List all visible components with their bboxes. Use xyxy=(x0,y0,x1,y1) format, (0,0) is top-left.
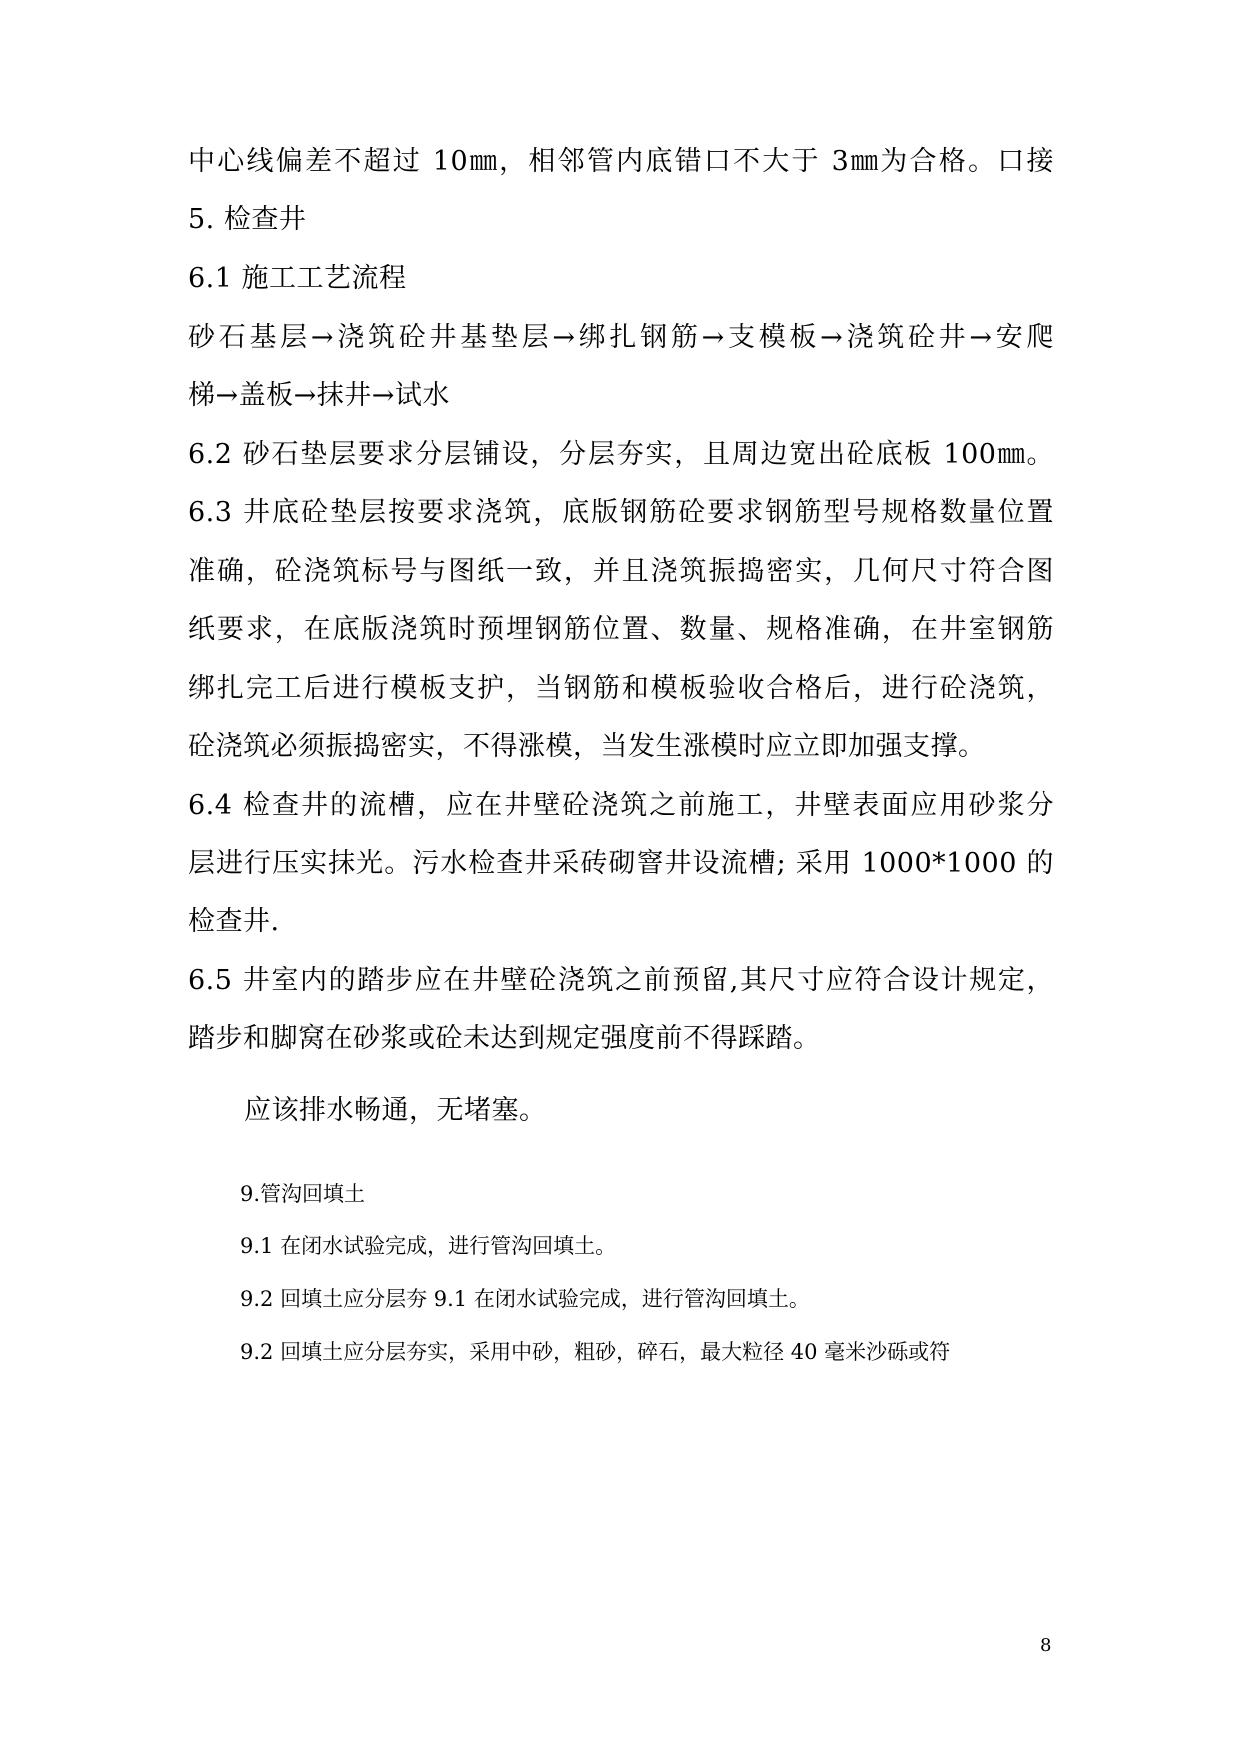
body-line: 应该排水畅通，无堵塞。 xyxy=(244,1095,547,1126)
body-line: 准确，砼浇筑标号与图纸一致，并且浇筑振捣密实，几何尺寸符合图 xyxy=(188,556,1054,587)
body-line: 纸要求，在底版浇筑时预埋钢筋位置、数量、规格准确，在井室钢筋 xyxy=(188,614,1054,645)
body-line: 6.4 检查井的流槽，应在井壁砼浇筑之前施工，井壁表面应用砂浆分 xyxy=(188,790,1054,821)
body-line: 6.3 井底砼垫层按要求浇筑，底版钢筋砼要求钢筋型号规格数量位置 xyxy=(188,497,1054,528)
backfill-line: 9.1 在闭水试验完成，进行管沟回填土。 xyxy=(240,1234,617,1258)
process-flow-line: 梯→盖板→抹井→试水 xyxy=(188,380,450,411)
backfill-heading: 9.管沟回填土 xyxy=(240,1182,366,1206)
backfill-line: 9.2 回填土应分层夯实，采用中砂，粗砂，碎石，最大粒径 40 毫米沙砾或符 xyxy=(240,1340,951,1364)
page-number: 8 xyxy=(1040,1635,1052,1656)
process-flow-line: 砂石基层→浇筑砼井基垫层→绑扎钢筋→支模板→浇筑砼井→安爬 xyxy=(188,322,1054,353)
body-line: 层进行压实抹光。污水检查井采砖砌窨井设流槽; 采用 1000*1000 的 xyxy=(188,848,1054,879)
body-line: 6.5 井室内的踏步应在井壁砼浇筑之前预留,其尺寸应符合设计规定， xyxy=(188,965,1054,996)
backfill-line: 9.2 回填土应分层夯 9.1 在闭水试验完成，进行管沟回填土。 xyxy=(240,1287,810,1311)
section-heading: 5. 检查井 xyxy=(188,204,307,235)
body-line: 检查井. xyxy=(188,906,280,937)
body-line: 6.2 砂石垫层要求分层铺设，分层夯实，且周边宽出砼底板 100㎜。 xyxy=(188,439,1054,470)
body-line: 砼浇筑必须振捣密实，不得涨模，当发生涨模时应立即加强支撑。 xyxy=(188,731,986,762)
body-line: 中心线偏差不超过 10㎜，相邻管内底错口不大于 3㎜为合格。口接 xyxy=(188,146,1054,177)
subsection-heading: 6.1 施工工艺流程 xyxy=(188,263,407,294)
body-line: 踏步和脚窝在砂浆或砼未达到规定强度前不得踩踏。 xyxy=(188,1023,821,1054)
body-line: 绑扎完工后进行模板支护，当钢筋和模板验收合格后，进行砼浇筑， xyxy=(188,673,1054,704)
